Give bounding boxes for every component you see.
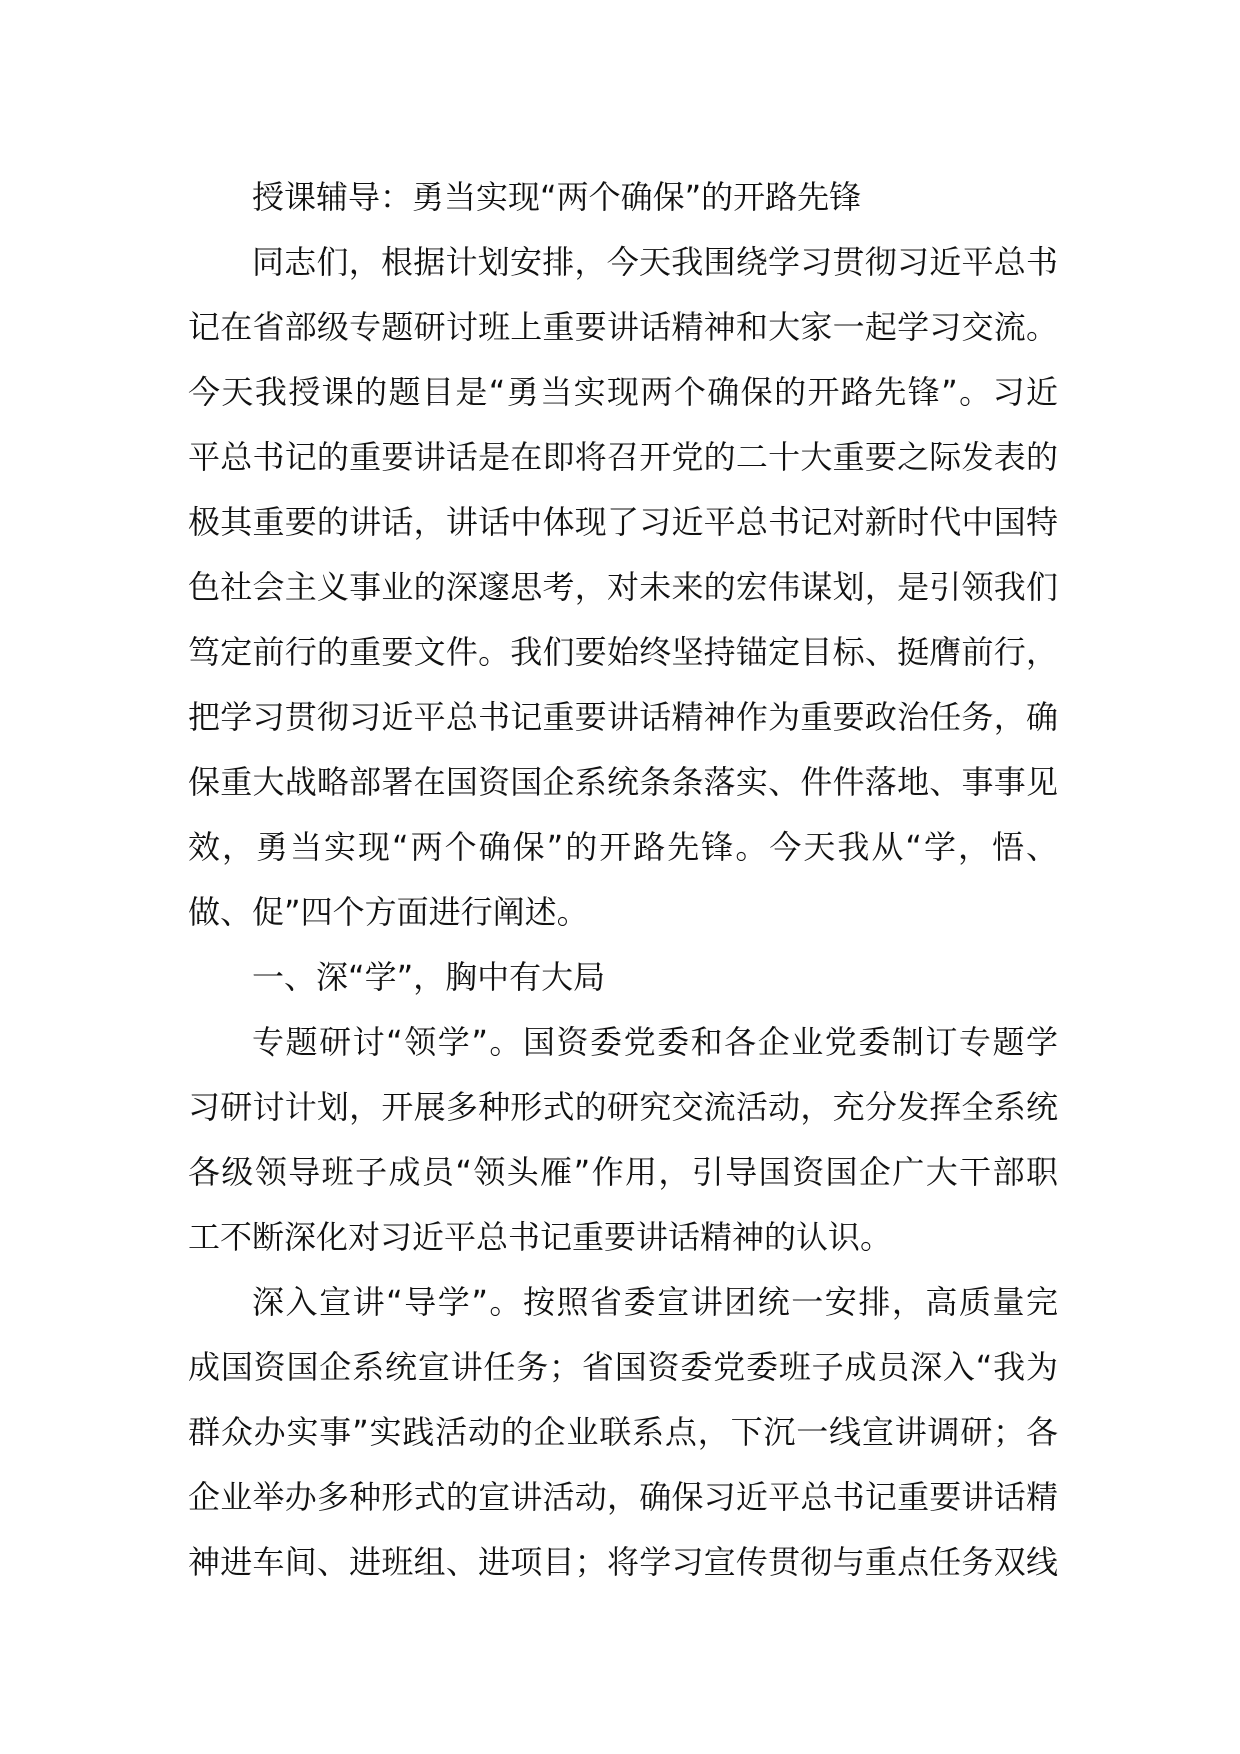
document-title: 授课辅导：勇当实现“两个确保”的开路先锋 [252,178,862,216]
paragraph-line: 群众办实事”实践活动的企业联系点，下沉一线宣讲调研；各 [188,1413,1058,1451]
paragraph-line: 保重大战略部署在国资国企系统条条落实、件件落地、事事见 [188,763,1058,801]
paragraph-line: 成国资国企系统宣讲任务；省国资委党委班子成员深入“我为 [188,1348,1058,1386]
paragraph-line: 做、促”四个方面进行阐述。 [188,893,589,931]
paragraph-line: 专题研讨“领学”。国资委党委和各企业党委制订专题学 [252,1023,1058,1061]
paragraph-line: 今天我授课的题目是“勇当实现两个确保的开路先锋”。习近 [188,373,1058,411]
paragraph-line: 习研讨计划，开展多种形式的研究交流活动，充分发挥全系统 [188,1088,1058,1126]
paragraph-line: 效，勇当实现“两个确保”的开路先锋。今天我从“学，悟、 [188,828,1058,866]
paragraph-line: 笃定前行的重要文件。我们要始终坚持锚定目标、挺膺前行， [188,633,1058,671]
paragraph-line: 色社会主义事业的深邃思考，对未来的宏伟谋划，是引领我们 [188,568,1058,606]
paragraph-line: 极其重要的讲话，讲话中体现了习近平总书记对新时代中国特 [188,503,1058,541]
paragraph-line: 神进车间、进班组、进项目；将学习宣传贯彻与重点任务双线 [188,1543,1058,1581]
paragraph-line: 同志们，根据计划安排，今天我围绕学习贯彻习近平总书 [252,243,1058,281]
document-body [188,165,1058,1595]
paragraph-line: 深入宣讲“导学”。按照省委宣讲团统一安排，高质量完 [252,1283,1058,1321]
paragraph-line: 平总书记的重要讲话是在即将召开党的二十大重要之际发表的 [188,438,1058,476]
paragraph-line: 把学习贯彻习近平总书记重要讲话精神作为重要政治任务，确 [188,698,1058,736]
paragraph-line: 工不断深化对习近平总书记重要讲话精神的认识。 [188,1218,893,1256]
paragraph-line: 记在省部级专题研讨班上重要讲话精神和大家一起学习交流。 [188,308,1058,346]
section-heading: 一、深“学”，胸中有大局 [252,958,606,996]
paragraph-line: 各级领导班子成员“领头雁”作用，引导国资国企广大干部职 [188,1153,1058,1191]
paragraph-line: 企业举办多种形式的宣讲活动，确保习近平总书记重要讲话精 [188,1478,1058,1516]
